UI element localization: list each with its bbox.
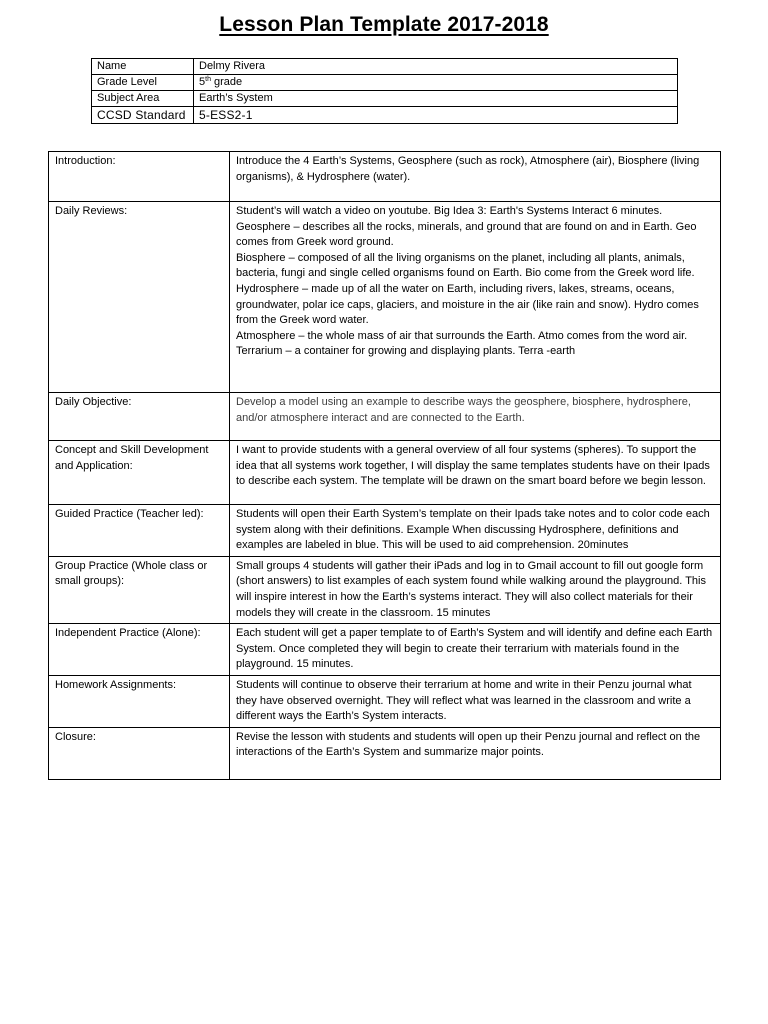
grade-label: Grade Level — [92, 75, 194, 91]
standard-value: 5-ESS2-1 — [194, 107, 678, 124]
review-atmosphere-line: Atmosphere – the whole mass of air that surrounds the Earth. Atmo comes from the word air. — [236, 329, 688, 342]
subject-label: Subject Area — [92, 91, 194, 107]
plan-row-closure — [49, 727, 721, 779]
name-label: Name — [92, 59, 194, 75]
introduction-label: Introduction: — [49, 152, 230, 202]
plan-row-daily-objective — [49, 393, 721, 441]
plan-row-group-practice — [49, 556, 721, 623]
review-terrarium-line: Terrarium – a container for growing and displaying plants. Terra -earth — [236, 345, 576, 358]
independent-practice-text: Each student will get a paper template to of Earth’s System and will identify and define each Earth System. Once completed they will begin to create their terrarium with materials found in the playground. 15 minutes. — [230, 624, 721, 676]
closure-label: Closure: — [49, 727, 230, 779]
guided-practice-text: Students will open their Earth System’s template on their Ipads take notes and to color code each system along with their definitions. Example When discussing Hydrosphere, definitions and examples are labeled in blue. This will be used to aid comprehension. 20minutes — [230, 505, 721, 557]
daily-objective-text: Develop a model using an example to describe ways the geosphere, biosphere, hydrosphere, and/or atmosphere interact and are connected to the Earth. — [230, 393, 721, 441]
info-row-name — [92, 59, 678, 75]
plan-row-guided-practice — [49, 505, 721, 557]
page-title: Lesson Plan Template 2017-2018 — [219, 13, 549, 36]
plan-row-independent-practice — [49, 624, 721, 676]
grade-suffix: th — [205, 76, 211, 83]
concept-label: Concept and Skill Development and Application: — [49, 441, 230, 505]
review-geosphere-line: Geosphere – describes all the rocks, minerals, and ground that are found on and in Earth. Geo comes from Greek word ground. — [236, 220, 697, 249]
homework-text: Students will continue to observe their terrarium at home and write in their Penzu journal what they have observed overnight. They will reflect what was learned in the classroom and write a different ways the Earth’s System interacts. — [230, 675, 721, 727]
homework-label: Homework Assignments: — [49, 675, 230, 727]
review-video-line: Student’s will watch a video on youtube. Big Idea 3: Earth's Systems Interact 6 minutes. — [236, 205, 663, 217]
info-table — [91, 58, 678, 124]
grade-word: grade — [210, 76, 243, 88]
info-row-grade — [92, 75, 678, 91]
lesson-plan-table — [48, 151, 721, 780]
independent-practice-label: Independent Practice (Alone): — [49, 624, 230, 676]
info-row-subject — [92, 91, 678, 107]
concept-text: I want to provide students with a general overview of all four systems (spheres). To support the idea that all systems work together, I will display the same templates students have on their Ipads to describe each system. The template will be drawn on the smart board before we begin lesson. — [230, 441, 721, 505]
daily-objective-label: Daily Objective: — [49, 393, 230, 441]
group-practice-label: Group Practice (Whole class or small groups): — [49, 556, 230, 623]
daily-reviews-label: Daily Reviews: — [49, 202, 230, 393]
guided-practice-label: Guided Practice (Teacher led): — [49, 505, 230, 557]
plan-row-homework — [49, 675, 721, 727]
group-practice-text: Small groups 4 students will gather their iPads and log in to Gmail account to fill out google form (short answers) to list examples of each system found while walking around the playground. This will inspire interest in how the Earth’s systems interact. They will also collect materials for their models they will create in the classroom. 15 minutes — [230, 556, 721, 623]
subject-value: Earth’s System — [194, 91, 678, 107]
grade-number: 5 — [199, 76, 206, 88]
introduction-text: Introduce the 4 Earth’s Systems, Geosphere (such as rock), Atmosphere (air), Biosphere (living organisms), & Hydrosphere (water). — [230, 152, 721, 202]
grade-value — [194, 75, 678, 91]
closure-text: Revise the lesson with students and students will open up their Penzu journal and reflect on the interactions of the Earth’s System and summarize major points. — [230, 727, 721, 779]
review-hydrosphere-line: Hydrosphere – made up of all the water on Earth, including rivers, lakes, streams, oceans, groundwater, polar ice caps, glaciers, and moisture in the air (like rain and snow). Hydro comes from the Greek word water. — [236, 282, 699, 327]
review-biosphere-line: Biosphere – composed of all the living organisms on the planet, including all plants, animals, bacteria, fungi and single celled organisms found on Earth. Bio come from the Greek word life. — [236, 251, 695, 280]
plan-row-daily-reviews — [49, 202, 721, 393]
plan-row-introduction — [49, 152, 721, 202]
name-value: Delmy Rivera — [194, 59, 678, 75]
daily-reviews-text — [230, 202, 721, 393]
standard-label: CCSD Standard — [92, 107, 194, 124]
info-row-standard — [92, 107, 678, 124]
plan-row-concept — [49, 441, 721, 505]
